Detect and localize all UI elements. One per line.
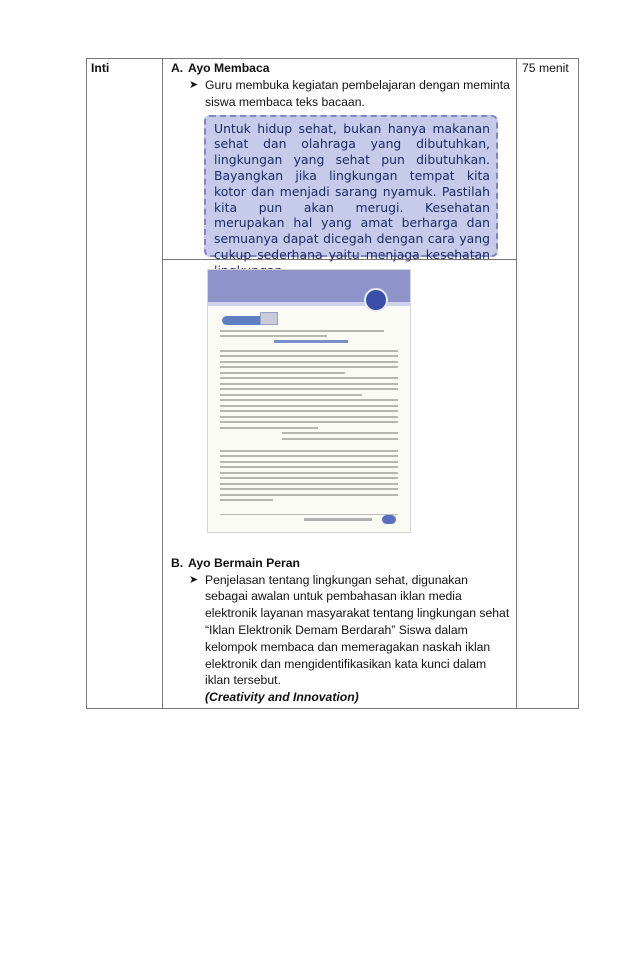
book-icon bbox=[260, 312, 278, 325]
section-ayo-bermain-peran bbox=[163, 548, 516, 708]
lesson-plan-table bbox=[86, 58, 579, 709]
page-text-lines bbox=[220, 450, 398, 505]
page-text-lines bbox=[220, 350, 398, 444]
page-footer-rule bbox=[220, 514, 398, 515]
arrowhead-bullet-icon: ➤ bbox=[189, 79, 199, 91]
arrowhead-bullet-icon: ➤ bbox=[189, 573, 199, 586]
phase-cell bbox=[87, 59, 163, 709]
activity-cell-b bbox=[163, 259, 517, 708]
table-row bbox=[87, 59, 579, 260]
phase-label: Inti bbox=[91, 61, 110, 75]
page-number-badge bbox=[382, 515, 396, 524]
reading-text: Untuk hidup sehat, bukan hanya makanan sehat dan olahraga yang dibutuhkan, lingkungan yang sehat pun dibutuhkan. Bayangkan jika lingkungan tempat kita kotor dan menjadi sarang nyamuk. Pastilah kita pun akan merugi. Kesehatan merupakan hal yang amat berharga dan semuanya dapat dicegah dengan cara yang cukup sederhana yaitu menjaga kesehatan bbox=[214, 120, 490, 262]
bullet-text-line: Guru membuka kegiatan pembelajaran dengan meminta bbox=[205, 78, 510, 92]
chapter-badge-icon bbox=[364, 288, 388, 312]
reading-text-box bbox=[204, 115, 498, 262]
section-title: Ayo Bermain Peran bbox=[188, 555, 300, 570]
page-subtitle-line bbox=[274, 340, 348, 343]
bullet-text-line: siswa membaca teks bacaan. bbox=[205, 94, 365, 109]
section-letter: B. bbox=[171, 555, 184, 570]
textbook-page-image-wrap bbox=[163, 260, 516, 548]
section-heading bbox=[171, 556, 512, 570]
emphasis-text: (Creativity and Innovation) bbox=[205, 690, 359, 705]
section-ayo-membaca bbox=[163, 59, 516, 262]
time-label: 75 menit bbox=[522, 61, 569, 75]
section-heading bbox=[171, 61, 512, 75]
page-footer-text bbox=[304, 518, 372, 521]
textbook-page-image bbox=[208, 270, 410, 532]
time-cell bbox=[517, 59, 579, 709]
bullet-text: Penjelasan tentang lingkungan sehat, digunakan sebagai awalan untuk pembahasan iklan media elektronik layanan masyarakat tentang lingkungan sehat “Iklan Elektronik Demam Berdarah” Siswa dalam kelompok membaca dan memeragakan naskah iklan elektronik dan mengidentifikasikan kata kunci dalam iklan tersebut. bbox=[205, 572, 510, 688]
list-item bbox=[189, 77, 512, 111]
list-item bbox=[189, 572, 512, 706]
section-title: Ayo Membaca bbox=[188, 61, 270, 75]
section-letter: A. bbox=[171, 61, 184, 75]
activity-cell-a bbox=[163, 59, 517, 260]
